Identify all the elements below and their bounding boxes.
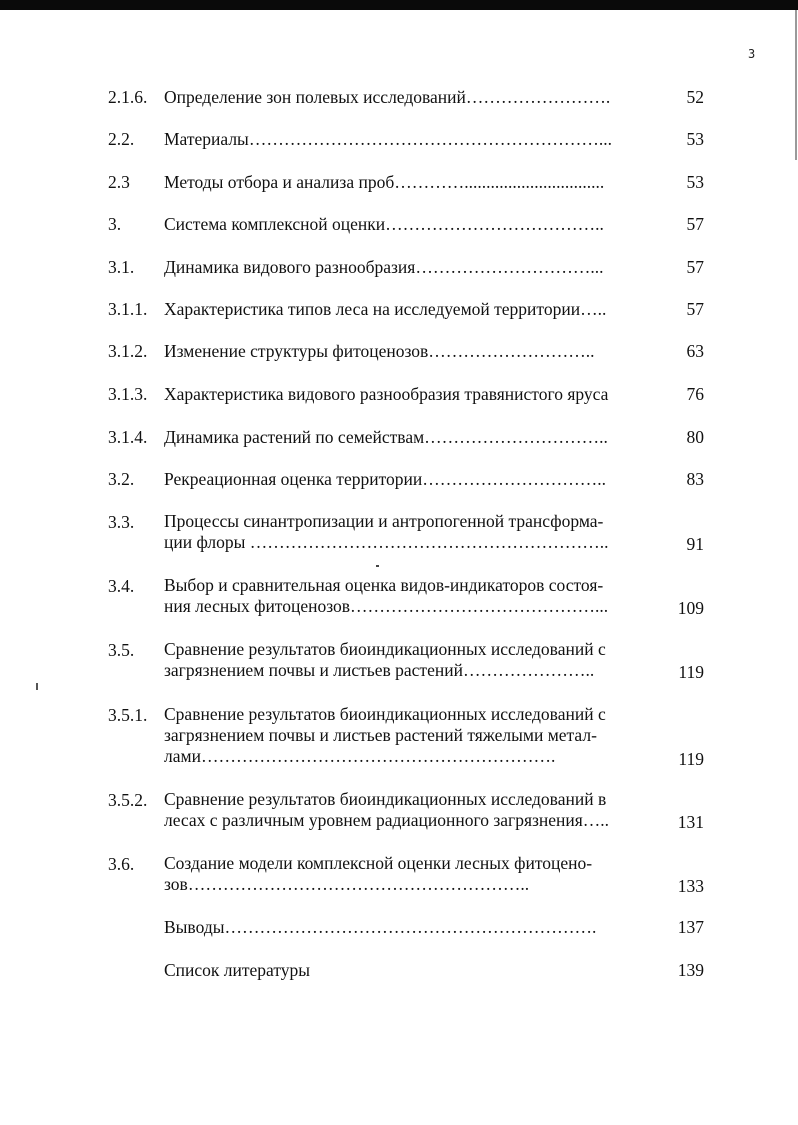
- toc-entry-title: [164, 916, 654, 938]
- toc-entry-page: 131: [677, 812, 704, 832]
- toc-entry-title-line: Методы отбора и анализа проб…………................................: [164, 172, 605, 192]
- toc-entry-title-line: ния лесных фитоценозов……………………………………...: [164, 596, 609, 616]
- toc-entry-title-line: Сравнение результатов биоиндикационных исследований с: [164, 704, 606, 724]
- toc-entry-page: 137: [677, 917, 704, 937]
- toc-entry-number: 3.: [108, 214, 122, 234]
- toc-entry-page: 133: [677, 876, 704, 896]
- toc-entry-title-line: Динамика растений по семействам…………………………..: [164, 427, 608, 447]
- toc-entry-title-line: Выводы……………………………………………………….: [164, 917, 597, 937]
- toc-entry-title-line: Система комплексной оценки………………………………..: [164, 214, 604, 234]
- toc-entry-page: 80: [686, 427, 704, 447]
- toc-entry-title-line: Изменение структуры фитоценозов………………………..: [164, 341, 595, 361]
- toc-entry-title-line: загрязнением почвы и листьев растений тяжелыми метал-: [164, 725, 597, 745]
- toc-entry-title: [164, 340, 654, 362]
- toc-entry-title-line: Характеристика видового разнообразия травянистого яруса: [164, 384, 609, 404]
- toc-entry-number: 3.1.2.: [108, 341, 148, 361]
- toc-entry-number: 3.6.: [108, 854, 135, 874]
- toc-entry-page: 91: [686, 534, 704, 554]
- toc-entry-page: 57: [686, 299, 704, 319]
- toc-entry-title-line: Создание модели комплексной оценки лесных фитоцено-: [164, 853, 593, 873]
- toc-entry-page: 76: [686, 384, 704, 404]
- toc-entry-page: 57: [686, 257, 704, 277]
- toc-entry-title: [164, 853, 654, 895]
- toc-entry-title: [164, 213, 654, 235]
- scan-top-border: [0, 0, 798, 10]
- toc-entry-number: 3.1.3.: [108, 384, 148, 404]
- toc-entry-title-line: Характеристика типов леса на исследуемой территории…..: [164, 299, 607, 319]
- toc-entry-page: 83: [686, 469, 704, 489]
- scan-right-edge: [795, 10, 797, 160]
- toc-entry-title: [164, 704, 654, 767]
- toc-entry-title: [164, 171, 654, 193]
- toc-entry-title: [164, 639, 654, 681]
- toc-entry-title-line: лами…………………………………………………….: [164, 746, 556, 766]
- toc-entry-page: 63: [686, 341, 704, 361]
- scan-artifact-dot: [376, 565, 379, 567]
- toc-entry-number: 3.5.1.: [108, 705, 148, 725]
- toc-entry-number: 3.1.: [108, 257, 135, 277]
- toc-entry-title-line: Материалы……………………………………………………...: [164, 129, 612, 149]
- toc-entry-title-line: Рекреационная оценка территории…………………………..: [164, 469, 606, 489]
- toc-entry-number: 2.2.: [108, 129, 135, 149]
- toc-entry-title-line: Динамика видового разнообразия…………………………...: [164, 257, 604, 277]
- toc-entry-title: [164, 511, 654, 553]
- toc-entry-page: 139: [677, 960, 704, 980]
- toc-entry-page: 52: [686, 87, 704, 107]
- toc-entry-number: 3.5.2.: [108, 790, 148, 810]
- toc-entry-title-line: загрязнением почвы и листьев растений…………………..: [164, 660, 595, 680]
- toc-entry-page: 119: [678, 662, 704, 682]
- toc-entry-number: 3.1.4.: [108, 427, 148, 447]
- toc-entry-page: 109: [677, 598, 704, 618]
- toc-entry-title-line: Процессы синантропизации и антропогенной трансформа-: [164, 511, 604, 531]
- toc-entry-title-line: Выбор и сравнительная оценка видов-индикаторов состоя-: [164, 575, 604, 595]
- page-number: 3: [748, 47, 756, 61]
- toc-entry-title-line: Сравнение результатов биоиндикационных исследований с: [164, 639, 606, 659]
- toc-entry-title: [164, 298, 654, 320]
- toc-entry-number: 3.1.1.: [108, 299, 148, 319]
- toc-entry-page: 119: [678, 749, 704, 769]
- toc-entry-title: [164, 128, 654, 150]
- toc-entry-title-line: Определение зон полевых исследований…………………….: [164, 87, 611, 107]
- toc-entry-title: [164, 86, 654, 108]
- toc-entry-title-line: лесах с различным уровнем радиационного загрязнения…..: [164, 810, 610, 830]
- toc-entry-number: 2.3: [108, 172, 130, 192]
- toc-entry-number: 3.4.: [108, 576, 135, 596]
- toc-entry-number: 3.2.: [108, 469, 135, 489]
- toc-entry-title: [164, 468, 654, 490]
- toc-entry-number: 3.3.: [108, 512, 135, 532]
- toc-entry-title: [164, 256, 654, 278]
- toc-entry-title: [164, 959, 654, 981]
- toc-entry-title-line: ции флоры ……………………………………………………..: [164, 532, 609, 552]
- toc-entry-title-line: Сравнение результатов биоиндикационных исследований в: [164, 789, 607, 809]
- toc-entry-title-line: Список литературы: [164, 960, 311, 980]
- scan-artifact-mark: [36, 683, 38, 690]
- toc-entry-page: 53: [686, 129, 704, 149]
- toc-entry-title: [164, 789, 654, 831]
- toc-entry-title: [164, 383, 654, 405]
- toc-entry-page: 53: [686, 172, 704, 192]
- toc-entry-title-line: зов…………………………………………………..: [164, 874, 530, 894]
- toc-entry-title: [164, 426, 654, 448]
- toc-entry-number: 3.5.: [108, 640, 135, 660]
- toc-entry-number: 2.1.6.: [108, 87, 148, 107]
- toc-entry-page: 57: [686, 214, 704, 234]
- toc-entry-title: [164, 575, 654, 617]
